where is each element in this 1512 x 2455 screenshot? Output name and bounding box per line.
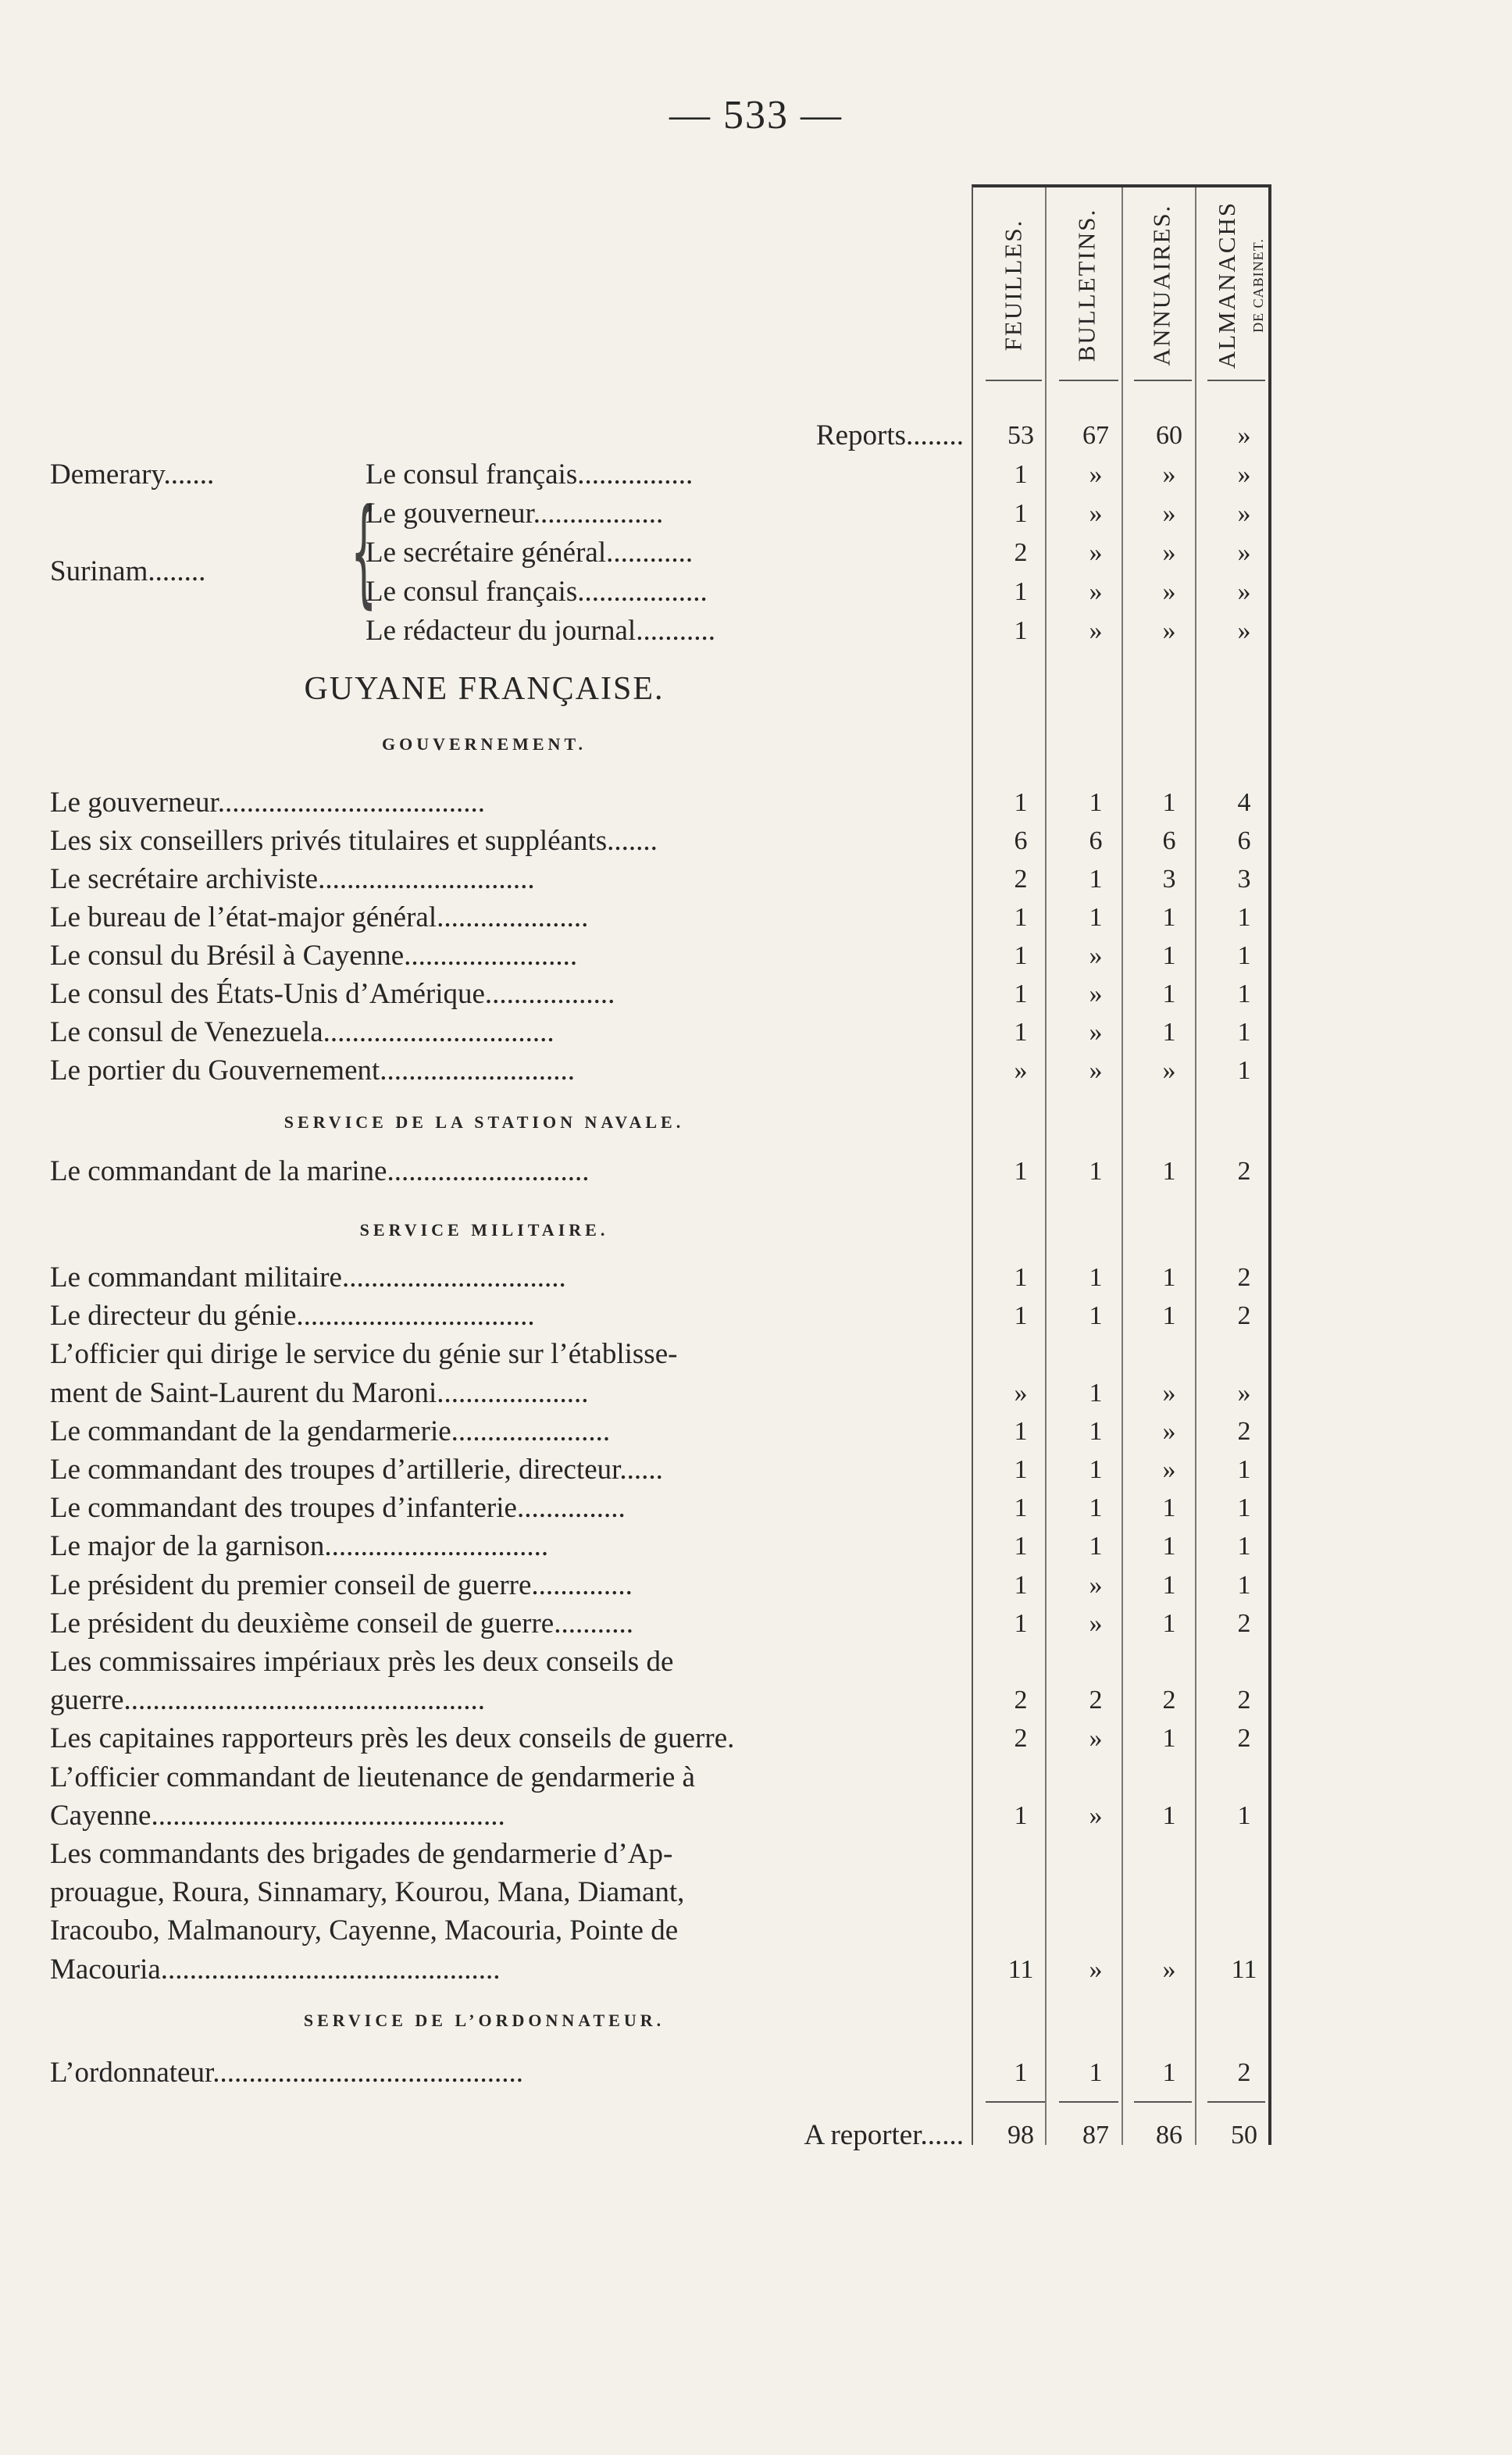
table-row [0,1153,1512,1194]
value-almanachs: 1 [1237,941,1251,970]
value-almanachs: 2 [1237,1608,1251,1638]
value-almanachs: 2 [1237,1157,1251,1186]
surinam-row [0,534,1512,575]
sum-rule [1059,2101,1118,2103]
row-label: L’officier commandant de lieutenance de gendarmerie à [50,1761,695,1793]
value-bulletins: » [1089,1724,1103,1754]
value-feuilles: » [1014,1378,1028,1408]
row-label: Le portier du Gouvernement........................... [50,1054,576,1087]
subsection-title-ordonnateur: SERVICE DE L’ORDONNATEUR. [303,2011,665,2030]
value-bulletins: » [1089,980,1103,1008]
value-bulletins: 1 [1089,2058,1103,2087]
a-reporter-row [0,2117,1512,2157]
subsection-title-militaire: SERVICE MILITAIRE. [359,1220,609,1240]
table-row [0,1797,1512,1838]
row-label: Macouria............................................... [50,1953,501,1986]
row-label: Le major de la garnison............................... [50,1530,549,1563]
table-row [0,1259,1512,1300]
value-annuaires: 1 [1162,903,1176,932]
value-annuaires: 3 [1162,865,1176,894]
value-almanachs: 2 [1237,1263,1251,1292]
value-feuilles: 1 [1014,1455,1028,1484]
value-feuilles: 6 [1014,826,1028,855]
table-row [0,937,1512,978]
value-bulletins: 6 [1089,826,1103,855]
value-annuaires: 1 [1162,1157,1176,1186]
value-feuilles: 1 [1014,1532,1028,1561]
value-bulletins: » [1089,1570,1103,1600]
value-annuaires: 86 [1156,2121,1182,2150]
value-feuilles: 1 [1014,460,1028,489]
value-almanachs: 1 [1237,1455,1251,1484]
value-feuilles: 2 [1014,865,1028,894]
section-title: GUYANE FRANÇAISE. [304,671,665,707]
value-feuilles: 1 [1014,1493,1028,1523]
row-label: Le commandant des troupes d’artillerie, directeur...... [50,1454,663,1486]
value-bulletins: 1 [1089,788,1103,817]
table-row [0,1014,1512,1054]
value-feuilles: 1 [1014,616,1028,645]
value-annuaires: » [1162,577,1176,606]
value-almanachs: 2 [1237,2058,1251,2087]
value-bulletins: » [1089,616,1103,645]
header-rule [1059,380,1118,381]
value-bulletins: » [1089,1954,1103,1984]
row-label: Le consul des États-Unis d’Amérique.................. [50,978,615,1010]
value-annuaires: 1 [1162,1301,1176,1331]
table-row [0,1912,1512,1953]
value-almanachs: 3 [1237,865,1251,894]
row-label: ment de Saint-Laurent du Maroni..................... [50,1376,589,1409]
table-row [0,1052,1512,1093]
value-feuilles: 11 [1007,1954,1034,1984]
value-almanachs: 50 [1231,2121,1257,2150]
surinam-row [0,573,1512,614]
table-row [0,976,1512,1016]
row-label: Le commandant militaire............................... [50,1261,566,1294]
surinam-place: Surinam........ [50,555,206,587]
row-label: Les six conseillers privés titulaires et suppléants....... [50,825,658,857]
value-almanachs: 1 [1237,980,1251,1008]
value-bulletins: 1 [1089,1493,1103,1523]
surinam-label: Le rédacteur du journal........... [366,615,715,647]
value-feuilles: 1 [1014,1800,1028,1830]
value-feuilles: 98 [1007,2121,1034,2150]
row-label: Le commandant de la marine............................ [50,1155,590,1187]
table-row [0,1874,1512,1914]
row-label: Le gouverneur..................................... [50,787,485,819]
value-annuaires: 1 [1162,941,1176,970]
value-annuaires: 6 [1162,826,1176,855]
surinam-label: Le gouverneur.................. [366,498,664,530]
value-bulletins: » [1089,941,1103,970]
value-annuaires: 2 [1162,1686,1176,1715]
value-almanachs: » [1237,538,1251,567]
value-bulletins: 1 [1089,903,1103,932]
value-feuilles: 1 [1014,1157,1028,1186]
value-almanachs: 2 [1237,1686,1251,1715]
value-feuilles: 1 [1014,1263,1028,1292]
row-label: Le bureau de l’état-major général..................... [50,901,589,933]
row-label: Iracoubo, Malmanoury, Cayenne, Macouria, Pointe de [50,1914,679,1947]
reports-row [0,417,1512,458]
value-annuaires: » [1162,1455,1176,1484]
value-bulletins: 1 [1089,865,1103,894]
value-almanachs: 2 [1237,1416,1251,1446]
table-row [0,1605,1512,1646]
table-row [0,1451,1512,1492]
value-almanachs: 1 [1237,1800,1251,1830]
value-almanachs: » [1237,499,1251,528]
column-header-annuaires: ANNUAIRES. [1147,204,1175,366]
value-annuaires: » [1162,1416,1176,1446]
sum-rule [1207,2101,1265,2103]
value-almanachs: 1 [1237,1493,1251,1523]
column-header-de-cabinet: DE CABINET. [1250,237,1266,333]
value-bulletins: 1 [1089,1263,1103,1292]
row-label: Le directeur du génie................................. [50,1300,535,1333]
value-almanachs: 1 [1237,1570,1251,1600]
table-row [0,899,1512,940]
row-label: Les capitaines rapporteurs près les deux conseils de guerre. [50,1722,735,1755]
value-annuaires: 1 [1162,980,1176,1008]
surinam-label: Le consul français.................. [366,576,708,608]
value-feuilles: 1 [1014,1570,1028,1600]
row-label: L’officier qui dirige le service du génie sur l’établisse- [50,1338,678,1371]
value-bulletins: » [1089,460,1103,489]
table-row [0,1643,1512,1684]
table-row [0,784,1512,825]
value-feuilles: 1 [1014,788,1028,817]
value-annuaires: 1 [1162,1608,1176,1638]
demerary-place: Demerary....... [50,459,215,491]
value-annuaires: 1 [1162,1532,1176,1561]
column-header-feuilles: FEUILLES. [999,219,1026,351]
value-feuilles: 2 [1014,538,1028,567]
row-label: Le président du deuxième conseil de guerre........... [50,1607,633,1640]
value-feuilles: 1 [1014,499,1028,528]
value-feuilles: 1 [1014,2058,1028,2087]
value-bulletins: 1 [1089,1157,1103,1186]
value-annuaires: 1 [1162,1724,1176,1754]
demerary-label: Le consul français................ [366,459,694,491]
surinam-row [0,495,1512,536]
table-row [0,861,1512,901]
value-almanachs: 1 [1237,1532,1251,1561]
value-feuilles: 1 [1014,577,1028,606]
value-almanachs: 2 [1237,1301,1251,1331]
value-feuilles: 2 [1014,1686,1028,1715]
surinam-label: Le secrétaire général............ [366,537,694,569]
value-almanachs: » [1237,460,1251,489]
demerary-row [0,456,1512,497]
row-label: prouague, Roura, Sinnamary, Kourou, Mana, Diamant, [50,1876,685,1909]
value-annuaires: 1 [1162,2058,1176,2087]
value-bulletins: 1 [1089,1416,1103,1446]
value-annuaires: » [1162,460,1176,489]
value-almanachs: 1 [1237,1056,1251,1085]
value-feuilles: 1 [1014,980,1028,1008]
sum-rule [1134,2101,1192,2103]
value-annuaires: 1 [1162,1800,1176,1830]
table-row [0,1720,1512,1761]
table-row [0,1375,1512,1415]
row-label: Le commandant des troupes d’infanterie............... [50,1492,626,1525]
value-feuilles: 53 [1007,421,1034,450]
table-row [0,1528,1512,1568]
table-row [0,1951,1512,1992]
value-almanachs: 1 [1237,903,1251,932]
table-row [0,1413,1512,1454]
value-annuaires: » [1162,1954,1176,1984]
value-annuaires: » [1162,538,1176,567]
value-bulletins: 87 [1082,2121,1109,2150]
table-row [0,1836,1512,1876]
row-label: guerre.................................................. [50,1684,485,1717]
value-bulletins: 67 [1082,421,1109,450]
value-annuaires: 1 [1162,1263,1176,1292]
value-bulletins: 1 [1089,1532,1103,1561]
value-feuilles: 1 [1014,1416,1028,1446]
value-feuilles: 2 [1014,1724,1028,1754]
value-almanachs: » [1237,1378,1251,1408]
table-row [0,1297,1512,1338]
value-feuilles: 1 [1014,941,1028,970]
value-bulletins: » [1089,1800,1103,1830]
table-row [0,1336,1512,1376]
row-label: Les commandants des brigades de gendarmerie d’Ap- [50,1838,673,1870]
table-row [0,1759,1512,1800]
value-bulletins: » [1089,499,1103,528]
table-row [0,1567,1512,1608]
row-label: Cayenne................................................. [50,1799,505,1832]
value-almanachs: » [1237,421,1251,450]
table-row [0,1490,1512,1530]
value-bulletins: » [1089,1608,1103,1638]
reports-label: Reports........ [815,419,964,451]
row-label: Le secrétaire archiviste.............................. [50,863,535,895]
value-feuilles: 1 [1014,1018,1028,1047]
row-label: Les commissaires impériaux près les deux conseils de [50,1646,674,1678]
subsection-title-station-navale: SERVICE DE LA STATION NAVALE. [284,1112,685,1132]
table-row [0,2054,1512,2095]
column-header-almanachs: ALMANACHS [1213,201,1241,369]
value-annuaires: » [1162,1056,1176,1085]
value-bulletins: 1 [1089,1301,1103,1331]
value-bulletins: 2 [1089,1686,1103,1715]
sum-rule [986,2101,1045,2103]
header-rule [1207,380,1265,381]
table-row [0,1682,1512,1722]
surinam-row [0,612,1512,653]
table-row [0,822,1512,863]
row-label: Le commandant de la gendarmerie...................... [50,1415,611,1447]
value-feuilles: » [1014,1056,1028,1085]
value-almanachs: 6 [1237,826,1251,855]
row-label: Le consul du Brésil à Cayenne........................ [50,940,578,972]
value-almanachs: » [1237,577,1251,606]
value-bulletins: » [1089,1056,1103,1085]
value-almanachs: 1 [1237,1018,1251,1047]
value-bulletins: » [1089,577,1103,606]
row-label: L’ordonnateur........................................... [50,2057,524,2089]
value-annuaires: 1 [1162,788,1176,817]
value-almanachs: 11 [1231,1954,1257,1984]
value-feuilles: 1 [1014,903,1028,932]
value-annuaires: 60 [1156,421,1182,450]
row-label: Le consul de Venezuela................................ [50,1016,555,1048]
value-bulletins: » [1089,1018,1103,1047]
a-reporter-label: A reporter...... [804,2119,964,2151]
value-almanachs: 4 [1237,788,1251,817]
value-bulletins: 1 [1089,1378,1103,1408]
value-annuaires: 1 [1162,1570,1176,1600]
page-number: — 533 — [669,93,843,137]
value-annuaires: » [1162,616,1176,645]
column-header-bulletins: BULLETINS. [1072,208,1100,362]
value-annuaires: 1 [1162,1018,1176,1047]
value-feuilles: 1 [1014,1301,1028,1331]
value-feuilles: 1 [1014,1608,1028,1638]
row-label: Le président du premier conseil de guerre.............. [50,1568,633,1601]
value-bulletins: 1 [1089,1455,1103,1484]
value-annuaires: 1 [1162,1493,1176,1523]
header-rule [1134,380,1192,381]
value-annuaires: » [1162,499,1176,528]
value-annuaires: » [1162,1378,1176,1408]
brace-icon: { [351,484,377,620]
value-almanachs: 2 [1237,1724,1251,1754]
value-almanachs: » [1237,616,1251,645]
value-bulletins: » [1089,538,1103,567]
header-rule [986,380,1042,381]
subsection-title-gouvernement: GOUVERNEMENT. [382,734,587,754]
